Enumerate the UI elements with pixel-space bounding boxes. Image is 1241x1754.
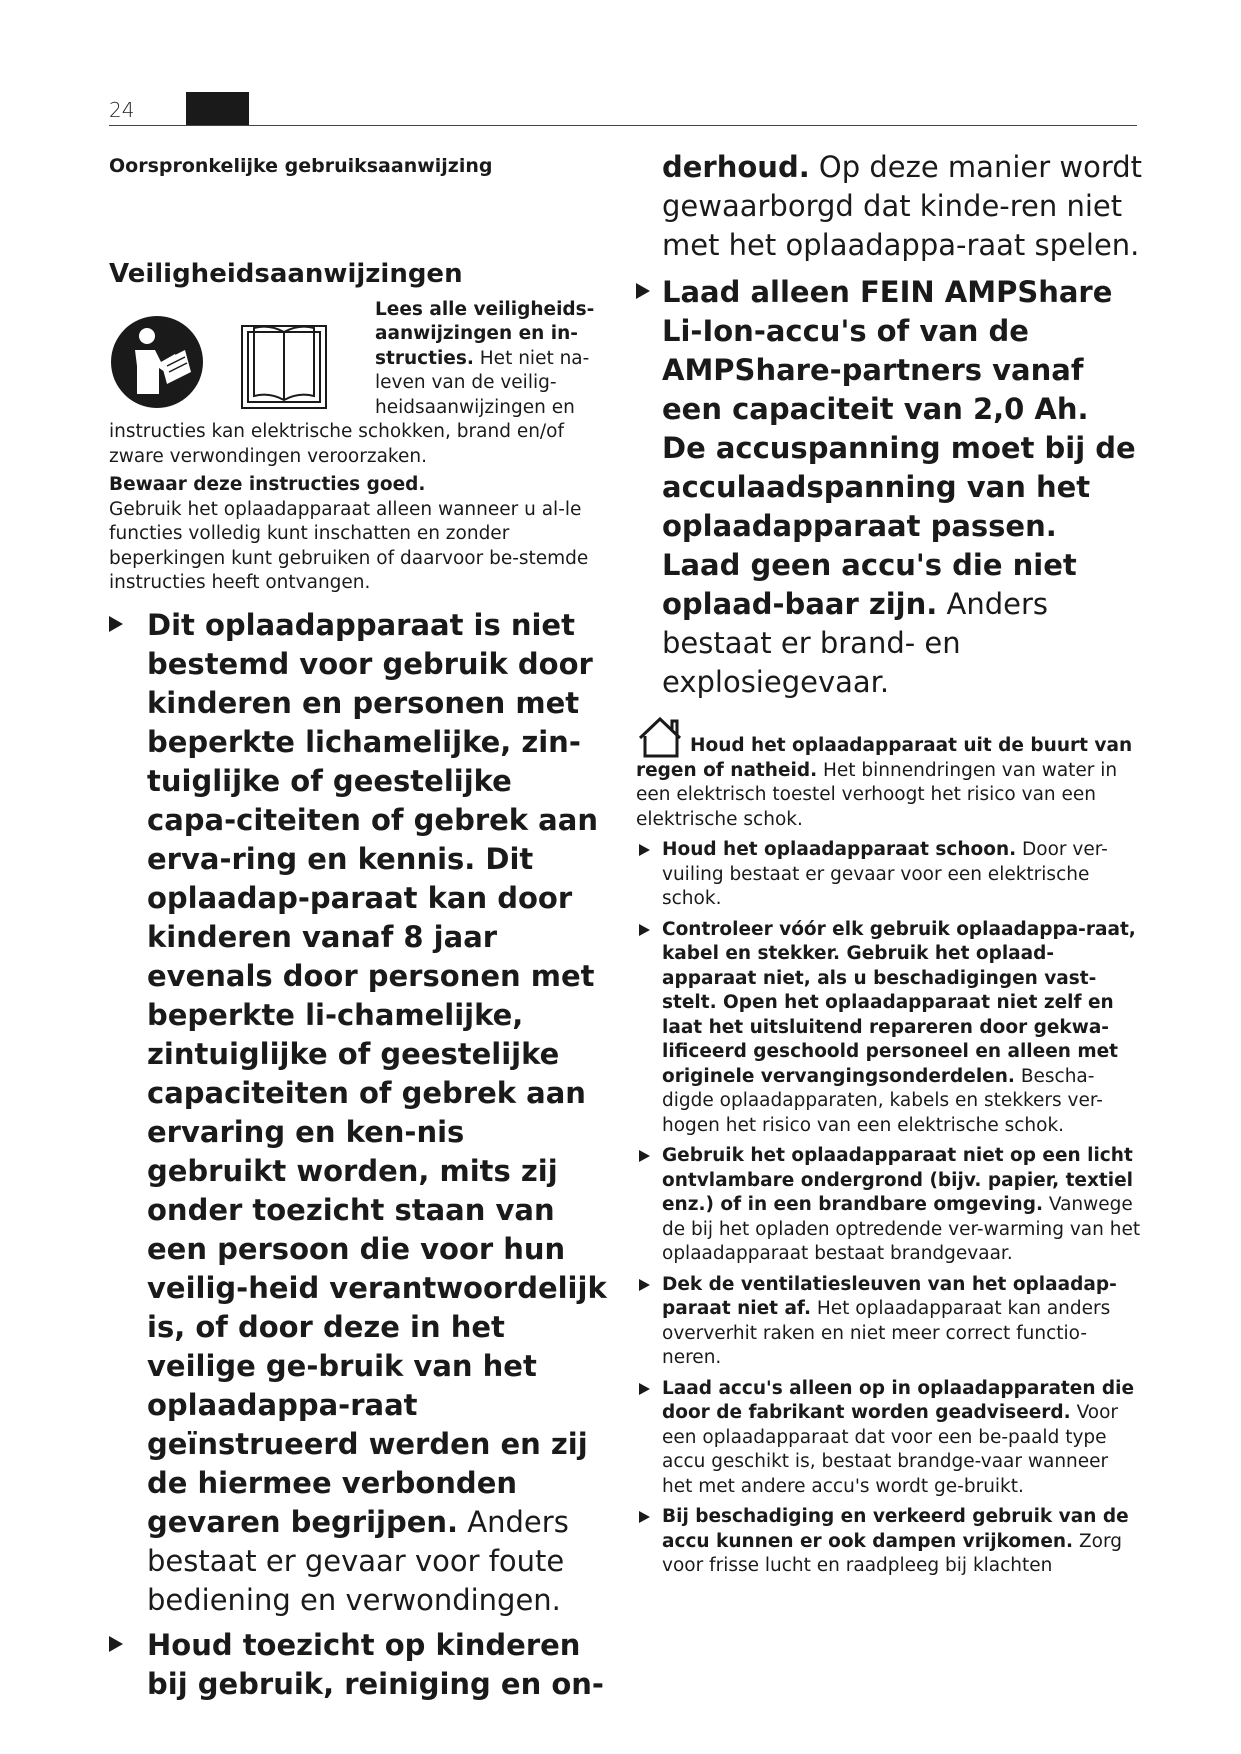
intro-block xyxy=(109,298,609,470)
right-bullet-2-bold: Controleer vóór elk gebruik oplaadappa-raat, kabel en stekker. Gebruik het oplaad-apparaat niet, als u beschadigingen vast-stelt. Open het oplaadapparaat niet zelf en laat het uitsluitend repareren door gekwa-lificeerd geschoold personeel en alleen met originele vervangingsonderdelen. xyxy=(662,918,1136,1087)
document-title: Oorspronkelijke gebruiksaanwijzing xyxy=(109,155,493,177)
keep-instructions xyxy=(109,473,609,498)
right-bullet-4-normal: Het oplaadapparaat kan anders oververhit raken en niet meer correct functio-neren. xyxy=(662,1298,1111,1368)
intro-paragraph-rest: instructies kan elektrische schokken, brand en/of zware verwondingen veroorzaken. xyxy=(109,421,564,467)
bullet-arrow-icon xyxy=(639,1279,650,1291)
right-bullet-6-normal: Zorg voor frisse lucht en raadpleeg bij klachten xyxy=(662,1530,1122,1576)
house-note-bold: Houd het oplaadapparaat uit de buurt van regen of natheid. xyxy=(636,735,1133,781)
bullet-arrow-icon xyxy=(639,844,650,856)
right-bullet-4-text xyxy=(662,1273,1142,1371)
page-marker-block xyxy=(186,92,249,125)
right-bullet-1-bold: Houd het oplaadapparaat schoon. xyxy=(662,839,1017,860)
right-big-bullet-normal: Anders bestaat er brand- en explosiegevaar. xyxy=(662,587,1048,699)
section-title: Veiligheidsaanwijzingen xyxy=(109,258,463,289)
bullet-arrow-icon xyxy=(639,1511,650,1523)
read-manual-person-icon xyxy=(111,316,203,408)
right-bullet-4-bold: Dek de ventilatiesleuven van het oplaadap-paraat niet af. xyxy=(662,1273,1117,1319)
right-bullet-5-normal: Voor een oplaadapparaat dat voor een be-paald type accu geschikt is, bestaat brandge-vaar wanneer het met andere accu's wordt ge-bruikt. xyxy=(662,1402,1119,1497)
right-bullet-3-normal: Vanwege de bij het opladen optredende ver-warming van het oplaadapparaat bestaat brandgevaar. xyxy=(662,1194,1141,1264)
intro-bold: Lees alle veiligheids-aanwijzingen en in-structies. xyxy=(375,298,595,369)
right-bullet-1-normal: Door ver-vuiling bestaat er gevaar voor een elektrische schok. xyxy=(662,839,1108,909)
right-bullet-2-text xyxy=(662,918,1142,1139)
right-bullet-1-text xyxy=(662,838,1142,912)
bullet-arrow-icon xyxy=(636,283,650,299)
page-header xyxy=(109,92,1137,125)
bullet-arrow-icon xyxy=(639,924,650,936)
right-bullet-5 xyxy=(636,1377,1142,1500)
left-bullet-2 xyxy=(109,1626,609,1704)
bullet-arrow-icon xyxy=(109,1636,123,1652)
bullet-arrow-icon xyxy=(639,1383,650,1395)
right-bullet-3-bold: Gebruik het oplaadapparaat niet op een licht ontvlambare ondergrond (bijv. papier, textiel enz.) of in een brandbare omgeving. xyxy=(662,1145,1133,1215)
right-big-bullet-bold: Laad alleen FEIN AMPShare Li-Ion-accu's of van de AMPShare-partners vanaf een capaciteit van 2,0 Ah. De accuspanning moet bij de acculaadspanning van het oplaadapparaat passen. Laad geen accu's die niet oplaad-baar zijn. xyxy=(662,275,1136,621)
left-bullet-1-text xyxy=(132,606,609,1620)
intro-text: Het niet na-leven van de veilig-heidsaanwijzingen en xyxy=(375,347,590,418)
right-bullet-5-text xyxy=(662,1377,1142,1500)
left-bullet-1 xyxy=(109,606,609,1620)
left-bullet-2-bold: Houd toezicht op kinderen bij gebruik, reiniging en on- xyxy=(147,1627,604,1701)
right-big-bullet xyxy=(636,273,1142,702)
right-bullet-2 xyxy=(636,918,1142,1139)
open-book-icon xyxy=(242,326,326,408)
continuation-bold: derhoud. xyxy=(662,150,810,184)
bullet-arrow-icon xyxy=(109,616,123,632)
right-bullet-2-normal: Bescha-digde oplaadapparaten, kabels en stekkers ver-hogen het risico van een elektrische schok. xyxy=(662,1065,1103,1136)
right-bullet-3-text xyxy=(662,1144,1142,1267)
left-bullet-1-normal: Anders bestaat er gevaar voor foute bediening en verwondingen. xyxy=(147,1504,569,1617)
left-column xyxy=(109,140,609,1704)
right-bullet-6 xyxy=(636,1505,1142,1579)
indoor-use-house-icon xyxy=(636,716,688,758)
right-bullet-1 xyxy=(636,838,1142,912)
house-note xyxy=(636,716,1142,832)
use-note: Gebruik het oplaadapparaat alleen wanneer u al-le functies volledig kunt inschatten en zonder beperkingen kunt gebruiken of daarvoor be-stemde instructies heeft ontvangen. xyxy=(109,498,589,594)
header-rule xyxy=(109,125,1137,126)
bullet-arrow-icon xyxy=(639,1150,650,1162)
left-bullet-1-bold: Dit oplaadapparaat is niet bestemd voor gebruik door kinderen en personen met beperkte lichamelijke, zin-tuiglijke of geestelijke capa-citeiten of gebrek aan erva-ring en kennis. Dit oplaadap-paraat kan door kinderen vanaf 8 jaar evenals door personen met beperkte li-chamelijke, zintuiglijke of geestelijke capaciteiten of gebrek aan ervaring en ken-nis gebruikt worden, mits zij onder toezicht staan van een persoon die voor hun veilig-heid verantwoordelijk is, of door deze in het veilige ge-bruik van het oplaadappa-raat geïnstrueerd werden en zij de hiermee verbonden gevaren begrijpen. xyxy=(147,607,607,1539)
right-bullet-6-text xyxy=(662,1505,1142,1579)
left-bullet-2-text xyxy=(132,1626,609,1704)
keep-instructions-bold: Bewaar deze instructies goed. xyxy=(109,474,426,496)
read-manual-icons xyxy=(109,310,334,420)
right-big-bullet-text xyxy=(659,273,1142,702)
continuation-normal: Op deze manier wordt gewaarborgd dat kinde-ren niet met het oplaadappa-raat spelen. xyxy=(662,150,1143,262)
house-note-text xyxy=(636,716,1142,832)
right-bullet-4 xyxy=(636,1273,1142,1371)
right-bullet-6-bold: Bij beschadiging en verkeerd gebruik van de accu kunnen er ook dampen vrijkomen. xyxy=(662,1506,1129,1552)
right-column xyxy=(636,140,1142,1579)
right-bullet-5-bold: Laad accu's alleen op in oplaadapparaten die door de fabrikant worden geadviseerd. xyxy=(662,1377,1135,1423)
continuation-paragraph xyxy=(636,148,1142,265)
house-note-normal: Het binnendringen van water in een elektrisch toestel verhoogt het risico van een elektrische schok. xyxy=(636,759,1118,830)
page-number: 24 xyxy=(109,98,135,122)
right-bullet-3 xyxy=(636,1144,1142,1267)
